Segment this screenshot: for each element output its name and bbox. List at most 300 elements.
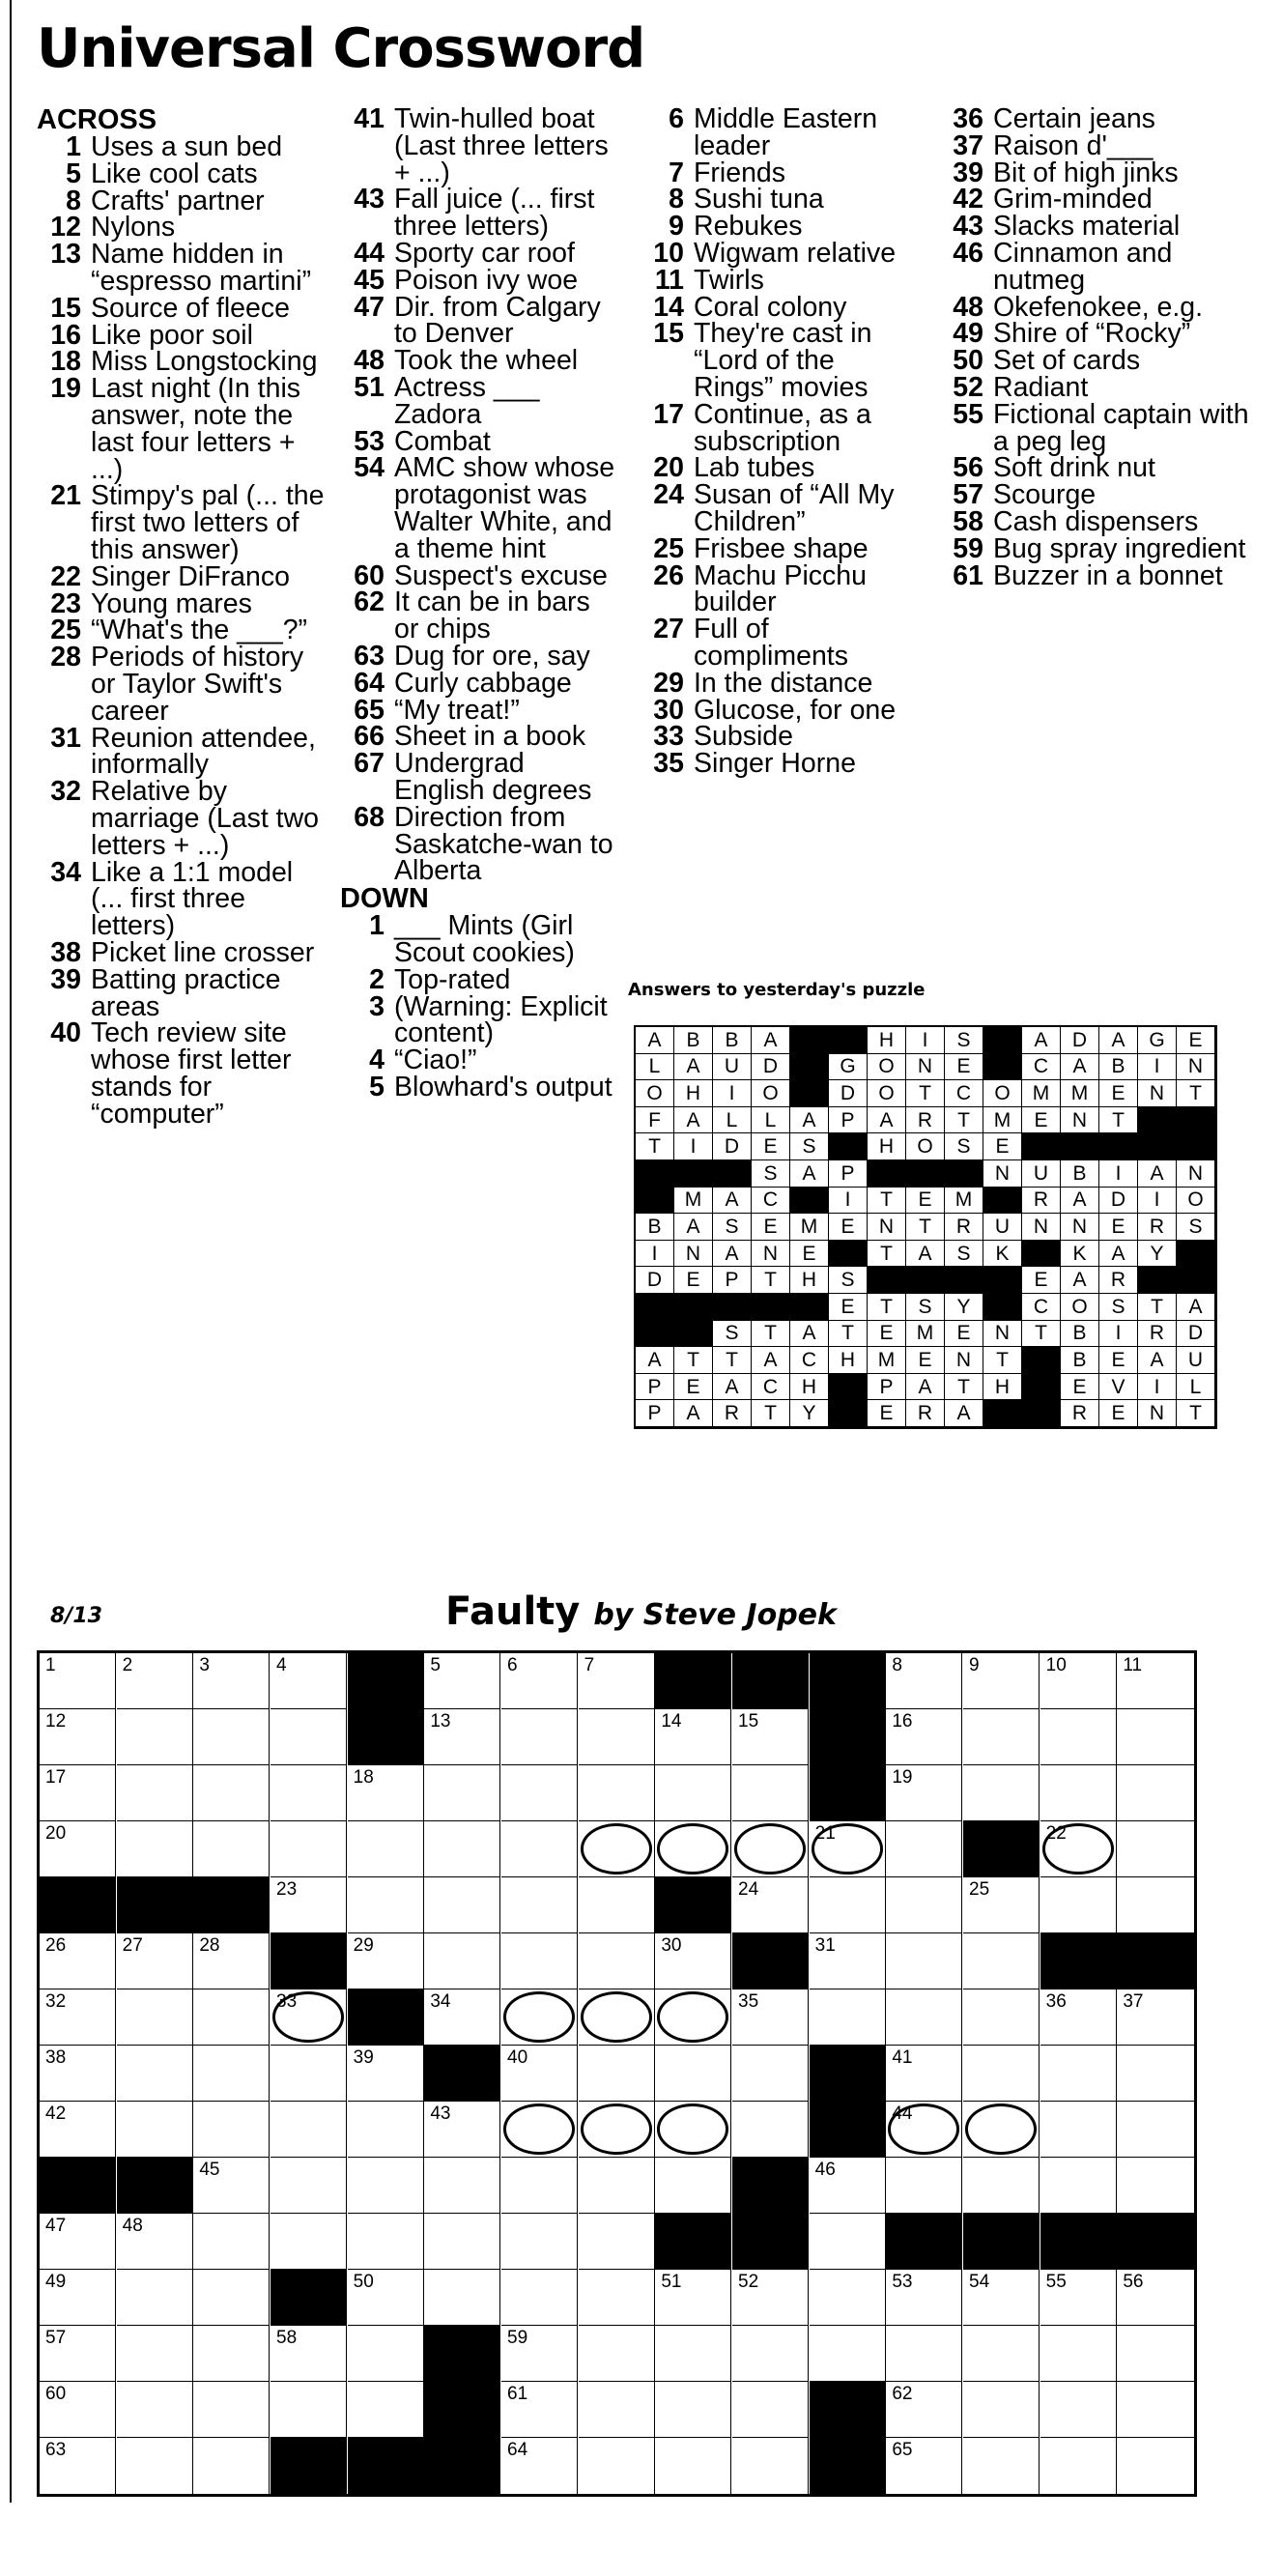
cell-circle bbox=[734, 1823, 806, 1875]
clue-text: Like a 1:1 model (... first three letters) bbox=[91, 856, 294, 942]
clue-number: 53 bbox=[354, 425, 385, 457]
grid-cell[interactable] bbox=[40, 2214, 116, 2270]
grid-cell[interactable] bbox=[886, 2326, 962, 2382]
crossword-grid bbox=[37, 1650, 1197, 2497]
clue-number: 5 bbox=[66, 157, 81, 189]
cell-number: 44 bbox=[892, 2104, 913, 2124]
grid-cell[interactable] bbox=[348, 1933, 424, 1989]
cell-number: 3 bbox=[199, 1655, 210, 1675]
clue-text: Twirls bbox=[694, 264, 764, 296]
grid-cell[interactable] bbox=[40, 1765, 116, 1821]
grid-cell[interactable] bbox=[963, 1765, 1040, 1821]
grid-cell[interactable] bbox=[348, 1877, 424, 1933]
grid-cell[interactable] bbox=[1117, 1877, 1194, 1933]
clue-number: 35 bbox=[653, 748, 684, 780]
answer-black-square bbox=[983, 1400, 1022, 1427]
grid-cell[interactable] bbox=[40, 2046, 116, 2102]
clue-number: 46 bbox=[953, 237, 983, 269]
grid-cell[interactable] bbox=[501, 2326, 578, 2382]
clue-number: 12 bbox=[50, 212, 81, 243]
grid-cell[interactable] bbox=[501, 2382, 578, 2438]
clue-text: Radiant bbox=[993, 371, 1089, 403]
grid-cell[interactable] bbox=[117, 1765, 193, 1821]
answer-letter: C bbox=[945, 1080, 983, 1107]
grid-cell[interactable] bbox=[963, 1989, 1040, 2046]
answer-letter: A bbox=[1022, 1027, 1061, 1054]
clue-number: 18 bbox=[50, 346, 81, 378]
grid-cell[interactable] bbox=[117, 2382, 193, 2438]
grid-cell[interactable] bbox=[579, 2102, 655, 2158]
grid-cell[interactable] bbox=[886, 1821, 962, 1877]
grid-cell[interactable] bbox=[193, 1765, 270, 1821]
answer-letter: A bbox=[790, 1160, 829, 1188]
grid-cell[interactable] bbox=[1040, 2326, 1117, 2382]
grid-cell[interactable] bbox=[501, 1821, 578, 1877]
answer-letter: E bbox=[752, 1214, 790, 1241]
grid-cell[interactable] bbox=[810, 2158, 886, 2214]
clue-text: Shire of “Rocky” bbox=[993, 318, 1191, 350]
clue-text: Frisbee shape bbox=[694, 532, 869, 564]
grid-cell[interactable] bbox=[810, 1933, 886, 1989]
answer-black-square bbox=[868, 1267, 906, 1294]
grid-cell[interactable] bbox=[117, 2214, 193, 2270]
grid-cell[interactable] bbox=[732, 1709, 809, 1765]
clue-number: 39 bbox=[953, 157, 983, 188]
grid-cell[interactable] bbox=[501, 2438, 578, 2494]
grid-cell[interactable] bbox=[963, 1709, 1040, 1765]
cell-number: 39 bbox=[353, 2047, 374, 2068]
grid-cell[interactable] bbox=[1117, 1653, 1194, 1709]
clue-number: 32 bbox=[50, 776, 81, 808]
grid-cell[interactable] bbox=[655, 1989, 731, 2046]
grid-cell[interactable] bbox=[579, 2214, 655, 2270]
grid-cell[interactable] bbox=[193, 2046, 270, 2102]
grid-cell[interactable] bbox=[271, 2158, 347, 2214]
grid-cell[interactable] bbox=[117, 1989, 193, 2046]
grid-cell[interactable] bbox=[963, 2438, 1040, 2494]
answer-letter: T bbox=[1138, 1294, 1177, 1321]
grid-cell[interactable] bbox=[424, 1709, 500, 1765]
grid-cell[interactable] bbox=[1040, 2438, 1117, 2494]
grid-cell[interactable] bbox=[40, 1933, 116, 1989]
grid-cell[interactable] bbox=[117, 2046, 193, 2102]
grid-cell[interactable] bbox=[348, 2326, 424, 2382]
grid-cell[interactable] bbox=[1117, 1821, 1194, 1877]
answer-black-square bbox=[790, 1294, 829, 1321]
clue-text: Okefenokee, e.g. bbox=[993, 291, 1204, 323]
grid-cell[interactable] bbox=[1117, 2270, 1194, 2326]
black-square bbox=[271, 2438, 347, 2494]
grid-cell[interactable] bbox=[424, 1821, 500, 1877]
answer-letter: D bbox=[713, 1133, 752, 1160]
clue-number: 36 bbox=[953, 103, 983, 134]
clue-item bbox=[37, 644, 327, 725]
clue-text: Took the wheel bbox=[394, 345, 579, 377]
answer-letter: T bbox=[752, 1267, 790, 1294]
answer-letter: O bbox=[868, 1080, 906, 1107]
grid-cell[interactable] bbox=[655, 2326, 731, 2382]
grid-cell[interactable] bbox=[193, 1933, 270, 1989]
grid-cell[interactable] bbox=[271, 1877, 347, 1933]
grid-cell[interactable] bbox=[193, 1989, 270, 2046]
grid-cell[interactable] bbox=[40, 1709, 116, 1765]
grid-cell[interactable] bbox=[501, 2102, 578, 2158]
grid-cell[interactable] bbox=[501, 1765, 578, 1821]
grid-cell[interactable] bbox=[579, 1653, 655, 1709]
cell-number: 2 bbox=[122, 1655, 133, 1675]
grid-cell[interactable] bbox=[1040, 2046, 1117, 2102]
clue-text: Coral colony bbox=[694, 291, 847, 323]
grid-cell[interactable] bbox=[117, 2326, 193, 2382]
answer-letter: Y bbox=[790, 1400, 829, 1427]
grid-cell[interactable] bbox=[886, 2382, 962, 2438]
answer-letter: E bbox=[1177, 1027, 1215, 1054]
grid-cell[interactable] bbox=[348, 2102, 424, 2158]
clue-text: Cinnamon and nutmeg bbox=[993, 237, 1173, 296]
grid-cell[interactable] bbox=[655, 2158, 731, 2214]
grid-cell[interactable] bbox=[1117, 2102, 1194, 2158]
grid-cell[interactable] bbox=[424, 1877, 500, 1933]
grid-cell[interactable] bbox=[271, 1709, 347, 1765]
grid-cell[interactable] bbox=[1117, 2046, 1194, 2102]
answers-title: Answers to yesterday's puzzle bbox=[628, 980, 926, 1000]
grid-cell[interactable] bbox=[271, 2102, 347, 2158]
grid-cell[interactable] bbox=[655, 2438, 731, 2494]
cell-number: 19 bbox=[892, 1767, 913, 1788]
clue-text: Tech review site whose first letter stands for “computer” bbox=[91, 1017, 292, 1130]
grid-cell[interactable] bbox=[886, 1653, 962, 1709]
grid-cell[interactable] bbox=[655, 1765, 731, 1821]
grid-cell[interactable] bbox=[501, 1989, 578, 2046]
clue-number: 33 bbox=[653, 721, 684, 753]
grid-cell[interactable] bbox=[271, 2214, 347, 2270]
grid-cell[interactable] bbox=[424, 2214, 500, 2270]
grid-cell[interactable] bbox=[501, 2270, 578, 2326]
grid-cell[interactable] bbox=[579, 1765, 655, 1821]
grid-cell[interactable] bbox=[40, 2438, 116, 2494]
cell-number: 60 bbox=[45, 2384, 67, 2404]
grid-cell[interactable] bbox=[1117, 1765, 1194, 1821]
cell-circle bbox=[503, 1991, 575, 2043]
grid-cell[interactable] bbox=[963, 2270, 1040, 2326]
cell-number: 23 bbox=[276, 1879, 298, 1900]
clue-text: Certain jeans bbox=[993, 103, 1155, 134]
grid-cell[interactable] bbox=[732, 2046, 809, 2102]
clue-text: Buzzer in a bonnet bbox=[993, 559, 1223, 591]
grid-cell[interactable] bbox=[193, 1709, 270, 1765]
grid-cell[interactable] bbox=[732, 2326, 809, 2382]
grid-cell[interactable] bbox=[501, 1653, 578, 1709]
grid-cell[interactable] bbox=[732, 2102, 809, 2158]
grid-cell[interactable] bbox=[886, 2158, 962, 2214]
clue-item bbox=[640, 237, 920, 269]
grid-cell[interactable] bbox=[1117, 2158, 1194, 2214]
grid-cell[interactable] bbox=[655, 1709, 731, 1765]
grid-cell[interactable] bbox=[579, 1821, 655, 1877]
grid-cell[interactable] bbox=[886, 1709, 962, 1765]
grid-cell[interactable] bbox=[655, 2046, 731, 2102]
answer-black-square bbox=[1177, 1241, 1215, 1268]
answer-letter: R bbox=[1061, 1400, 1099, 1427]
grid-cell[interactable] bbox=[193, 2102, 270, 2158]
black-square bbox=[655, 1877, 731, 1933]
grid-cell[interactable] bbox=[886, 2102, 962, 2158]
clue-number: 20 bbox=[653, 452, 684, 484]
grid-cell[interactable] bbox=[963, 1933, 1040, 1989]
grid-cell[interactable] bbox=[732, 2438, 809, 2494]
grid-cell[interactable] bbox=[501, 1877, 578, 1933]
grid-cell[interactable] bbox=[348, 2158, 424, 2214]
answer-letter: M bbox=[983, 1107, 1022, 1134]
cell-number: 22 bbox=[1045, 1823, 1067, 1844]
grid-cell[interactable] bbox=[193, 1653, 270, 1709]
clue-text: It can be in bars or chips bbox=[394, 587, 590, 645]
answer-black-square bbox=[829, 1374, 868, 1401]
clue-item bbox=[340, 103, 620, 188]
grid-cell[interactable] bbox=[1117, 2382, 1194, 2438]
clue-text: Rebukes bbox=[694, 211, 803, 243]
clue-item bbox=[340, 963, 620, 995]
grid-cell[interactable] bbox=[193, 1821, 270, 1877]
clue-text: “Ciao!” bbox=[394, 1045, 477, 1076]
grid-cell[interactable] bbox=[655, 1933, 731, 1989]
grid-cell[interactable] bbox=[655, 2382, 731, 2438]
answer-letter: M bbox=[868, 1347, 906, 1374]
clue-item bbox=[37, 373, 327, 485]
clue-item bbox=[340, 371, 620, 430]
grid-cell[interactable] bbox=[271, 1821, 347, 1877]
grid-cell[interactable] bbox=[193, 2382, 270, 2438]
grid-cell[interactable] bbox=[40, 1653, 116, 1709]
grid-cell[interactable] bbox=[1040, 1821, 1117, 1877]
grid-cell[interactable] bbox=[963, 2158, 1040, 2214]
grid-cell[interactable] bbox=[348, 1765, 424, 1821]
answer-letter: Y bbox=[1138, 1241, 1177, 1268]
grid-cell[interactable] bbox=[501, 1709, 578, 1765]
clue-item bbox=[37, 185, 327, 216]
cell-number: 18 bbox=[353, 1767, 374, 1788]
grid-cell[interactable] bbox=[579, 2270, 655, 2326]
grid-cell[interactable] bbox=[1117, 2438, 1194, 2494]
grid-cell[interactable] bbox=[1040, 1709, 1117, 1765]
grid-cell[interactable] bbox=[1117, 2326, 1194, 2382]
grid-cell[interactable] bbox=[963, 2382, 1040, 2438]
cell-circle bbox=[503, 2104, 575, 2155]
grid-cell[interactable] bbox=[886, 2270, 962, 2326]
grid-cell[interactable] bbox=[40, 2270, 116, 2326]
answer-letter: R bbox=[1138, 1321, 1177, 1348]
grid-cell[interactable] bbox=[193, 2438, 270, 2494]
grid-cell[interactable] bbox=[117, 2102, 193, 2158]
answer-black-square bbox=[983, 1027, 1022, 1054]
answer-letter: O bbox=[906, 1133, 945, 1160]
answer-letter: N bbox=[906, 1054, 945, 1081]
grid-cell[interactable] bbox=[117, 1933, 193, 1989]
grid-cell[interactable] bbox=[117, 1821, 193, 1877]
clue-item bbox=[37, 212, 327, 243]
grid-cell[interactable] bbox=[40, 2326, 116, 2382]
grid-cell[interactable] bbox=[1040, 1765, 1117, 1821]
grid-cell[interactable] bbox=[579, 1877, 655, 1933]
grid-cell[interactable] bbox=[810, 1877, 886, 1933]
grid-cell[interactable] bbox=[271, 1989, 347, 2046]
grid-cell[interactable] bbox=[732, 1877, 809, 1933]
grid-cell[interactable] bbox=[963, 2326, 1040, 2382]
grid-cell[interactable] bbox=[1040, 2102, 1117, 2158]
clue-number: 65 bbox=[354, 694, 385, 726]
grid-cell[interactable] bbox=[810, 2270, 886, 2326]
grid-cell[interactable] bbox=[886, 2046, 962, 2102]
clue-item bbox=[939, 103, 1268, 134]
black-square bbox=[1040, 1933, 1117, 1989]
grid-cell[interactable] bbox=[655, 2270, 731, 2326]
cell-number: 29 bbox=[353, 1935, 374, 1956]
answer-letter: T bbox=[868, 1188, 906, 1215]
grid-cell[interactable] bbox=[1040, 1877, 1117, 1933]
clue-item bbox=[37, 856, 327, 942]
grid-cell[interactable] bbox=[579, 1709, 655, 1765]
clue-text: Continue, as a subscription bbox=[694, 398, 871, 457]
grid-cell[interactable] bbox=[271, 2046, 347, 2102]
answer-letter: T bbox=[636, 1133, 674, 1160]
grid-cell[interactable] bbox=[579, 2438, 655, 2494]
clue-text: Sporty car roof bbox=[394, 237, 575, 269]
grid-cell[interactable] bbox=[579, 2382, 655, 2438]
clue-number: 23 bbox=[50, 587, 81, 619]
grid-cell[interactable] bbox=[1117, 1989, 1194, 2046]
grid-cell[interactable] bbox=[1040, 2158, 1117, 2214]
grid-cell[interactable] bbox=[117, 2270, 193, 2326]
clue-number: 38 bbox=[50, 936, 81, 968]
puzzle-name: Faulty bbox=[445, 1589, 581, 1634]
left-border-line bbox=[10, 0, 12, 2503]
answer-letter: A bbox=[1177, 1294, 1215, 1321]
grid-cell[interactable] bbox=[963, 1877, 1040, 1933]
clue-number: 45 bbox=[354, 264, 385, 296]
answer-letter: E bbox=[906, 1347, 945, 1374]
black-square bbox=[271, 2270, 347, 2326]
grid-cell[interactable] bbox=[271, 2326, 347, 2382]
grid-cell[interactable] bbox=[579, 2046, 655, 2102]
clue-text: Fictional captain with a peg leg bbox=[993, 398, 1249, 457]
grid-cell[interactable] bbox=[117, 1653, 193, 1709]
grid-cell[interactable] bbox=[810, 1989, 886, 2046]
answer-letter: N bbox=[674, 1241, 713, 1268]
grid-cell[interactable] bbox=[501, 2158, 578, 2214]
grid-cell[interactable] bbox=[193, 2326, 270, 2382]
grid-cell[interactable] bbox=[810, 2326, 886, 2382]
grid-cell[interactable] bbox=[579, 2326, 655, 2382]
grid-cell[interactable] bbox=[732, 2382, 809, 2438]
answer-black-square bbox=[1099, 1133, 1138, 1160]
grid-cell[interactable] bbox=[348, 2046, 424, 2102]
grid-cell[interactable] bbox=[40, 1989, 116, 2046]
grid-cell[interactable] bbox=[193, 2270, 270, 2326]
grid-cell[interactable] bbox=[732, 2270, 809, 2326]
clue-number: 10 bbox=[653, 237, 684, 269]
grid-cell[interactable] bbox=[501, 2046, 578, 2102]
grid-cell[interactable] bbox=[810, 1821, 886, 1877]
grid-cell[interactable] bbox=[579, 2158, 655, 2214]
grid-cell[interactable] bbox=[1040, 1989, 1117, 2046]
grid-cell[interactable] bbox=[732, 1821, 809, 1877]
grid-cell[interactable] bbox=[424, 2102, 500, 2158]
grid-cell[interactable] bbox=[348, 2382, 424, 2438]
grid-cell[interactable] bbox=[1040, 2382, 1117, 2438]
clue-item bbox=[340, 640, 620, 672]
grid-cell[interactable] bbox=[40, 1821, 116, 1877]
grid-cell[interactable] bbox=[117, 1709, 193, 1765]
grid-cell[interactable] bbox=[886, 1989, 962, 2046]
grid-cell[interactable] bbox=[424, 2270, 500, 2326]
grid-cell[interactable] bbox=[886, 1933, 962, 1989]
grid-cell[interactable] bbox=[655, 2102, 731, 2158]
grid-cell[interactable] bbox=[1040, 2270, 1117, 2326]
clue-text: Singer DiFranco bbox=[91, 560, 290, 592]
answer-letter: E bbox=[1061, 1374, 1099, 1401]
grid-cell[interactable] bbox=[40, 2382, 116, 2438]
grid-cell[interactable] bbox=[271, 2382, 347, 2438]
grid-cell[interactable] bbox=[732, 1765, 809, 1821]
answer-letter: E bbox=[868, 1400, 906, 1427]
grid-cell[interactable] bbox=[424, 1653, 500, 1709]
answer-black-square bbox=[790, 1188, 829, 1215]
grid-cell[interactable] bbox=[963, 2102, 1040, 2158]
black-square bbox=[810, 2438, 886, 2494]
answer-letter: U bbox=[1022, 1160, 1061, 1188]
grid-cell[interactable] bbox=[193, 2158, 270, 2214]
grid-cell[interactable] bbox=[193, 2214, 270, 2270]
grid-cell[interactable] bbox=[348, 2270, 424, 2326]
grid-cell[interactable] bbox=[348, 2214, 424, 2270]
grid-cell[interactable] bbox=[963, 2046, 1040, 2102]
grid-cell[interactable] bbox=[655, 1821, 731, 1877]
grid-cell[interactable] bbox=[40, 2102, 116, 2158]
grid-cell[interactable] bbox=[886, 1877, 962, 1933]
clue-column-3 bbox=[640, 103, 920, 780]
clue-number: 11 bbox=[654, 264, 684, 296]
answer-black-square bbox=[945, 1267, 983, 1294]
grid-cell[interactable] bbox=[117, 2438, 193, 2494]
grid-cell[interactable] bbox=[424, 1765, 500, 1821]
grid-cell[interactable] bbox=[732, 1989, 809, 2046]
grid-cell[interactable] bbox=[424, 2158, 500, 2214]
grid-cell[interactable] bbox=[424, 1989, 500, 2046]
clue-item bbox=[640, 616, 920, 671]
grid-cell[interactable] bbox=[886, 2438, 962, 2494]
clue-item bbox=[939, 452, 1268, 484]
grid-cell[interactable] bbox=[271, 1653, 347, 1709]
cell-circle bbox=[657, 1823, 728, 1875]
clue-number: 50 bbox=[953, 345, 983, 377]
grid-cell[interactable] bbox=[348, 1821, 424, 1877]
grid-cell[interactable] bbox=[579, 1989, 655, 2046]
grid-cell[interactable] bbox=[501, 2214, 578, 2270]
grid-cell[interactable] bbox=[424, 1933, 500, 1989]
grid-cell[interactable] bbox=[963, 1653, 1040, 1709]
black-square bbox=[963, 1821, 1040, 1877]
grid-cell[interactable] bbox=[1117, 1709, 1194, 1765]
answer-black-square bbox=[1022, 1241, 1061, 1268]
grid-cell[interactable] bbox=[1040, 1653, 1117, 1709]
grid-cell[interactable] bbox=[886, 1765, 962, 1821]
grid-cell[interactable] bbox=[271, 1765, 347, 1821]
grid-cell[interactable] bbox=[810, 2214, 886, 2270]
clue-item bbox=[640, 318, 920, 403]
grid-cell[interactable] bbox=[501, 1933, 578, 1989]
clue-text: Bit of high jinks bbox=[993, 157, 1179, 188]
grid-cell[interactable] bbox=[579, 1933, 655, 1989]
